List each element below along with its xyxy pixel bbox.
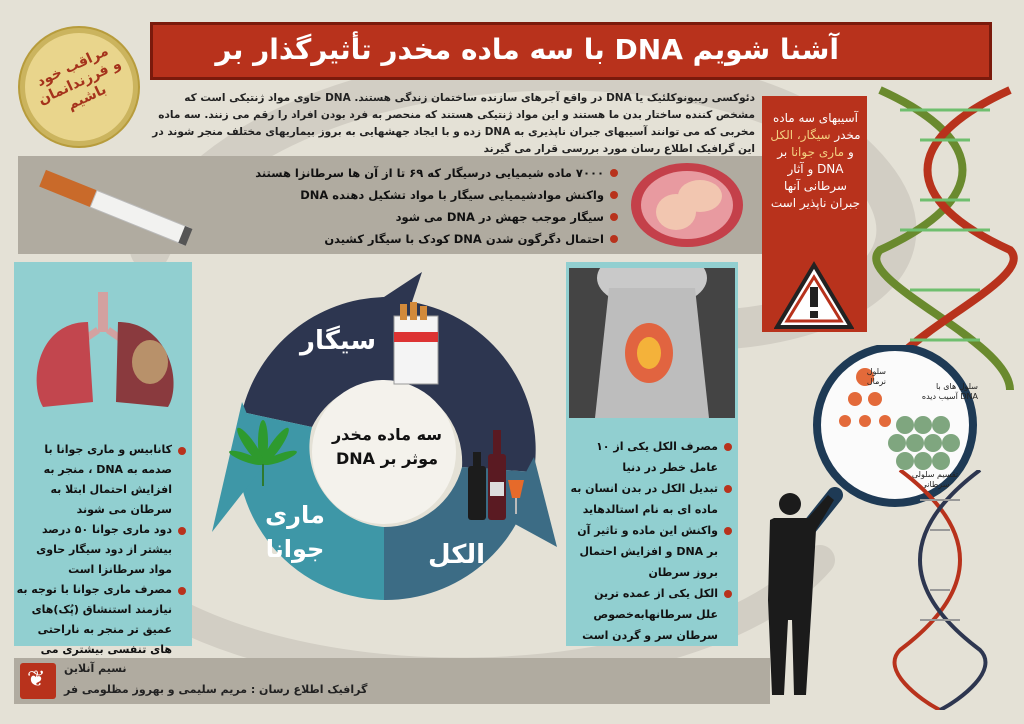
wheel-center-text: سه ماده مخدر موثر بر DNA [331, 425, 443, 468]
warning-line-4: بر DNA و آثار سرطانی آنها جبران ناپذیر است [770, 145, 861, 210]
badge-text: مراقب خود و فرزندانمان باشیم [34, 43, 124, 114]
dna-strand-bottom [880, 470, 1000, 710]
cigarette-icon [26, 165, 206, 255]
warning-line-3: و [847, 145, 854, 159]
cannabis-leaf-icon [228, 420, 298, 490]
alcohol-item: تبدیل الکل در بدن انسان به ماده ای به نام استالدهاید [570, 478, 734, 520]
smoking-list [250, 162, 620, 250]
marijuana-item: کانابیس و ماری جوانا با صدمه به DNA ، منجر به افزایش احتمال ابتلا به سرطان می شوند [16, 440, 188, 520]
footer-credit: گرافیک اطلاع رسان : مریم سلیمی و بهروز مظلومی فر [64, 683, 368, 696]
warning-line-1: آسیبهای سه ماده [772, 111, 859, 125]
label-damaged-cells: سلول های با DNA آسیب دیده [921, 382, 978, 401]
wheel-label-alcohol: الکل [428, 540, 486, 570]
wheel-label-marijuana: ماری جوانا [265, 501, 325, 563]
bottles-icon [460, 426, 526, 522]
alcohol-item: مصرف الکل یکی از ۱۰ عامل خطر در دنیا [570, 436, 734, 478]
lungs-illustration [18, 292, 188, 412]
smoking-item: ۷۰۰۰ ماده شیمیایی درسیگار که ۶۹ تا از آن ها سرطانزا هستند [250, 162, 620, 184]
alcohol-list [570, 436, 734, 646]
wheel-label-cigarette: سیگار [300, 326, 377, 356]
marijuana-item: دود ماری جوانا ۵۰ درصد بیشتر از دود سیگار حاوی مواد سرطانزا است [16, 520, 188, 580]
label-normal-cells: سلول نرمال [866, 367, 886, 386]
warning-line-2: مخدر [834, 128, 861, 142]
warning-highlight-1: سیگار، الکل [770, 128, 831, 142]
footer-bar [14, 658, 770, 704]
fetus-illustration [628, 160, 746, 250]
page-title: با سه ماده مخدر تأثیرگذار بر DNA آشنا شویم [215, 33, 839, 66]
warning-triangle-icon [774, 261, 854, 331]
warning-box [762, 96, 867, 332]
badge-seal [20, 28, 138, 146]
brand-logo: ❦ [20, 663, 56, 699]
warning-text [768, 110, 863, 212]
throat-illustration [569, 268, 735, 418]
alcohol-item: واکنش این ماده و تاثیر آن بر DNA و افزایش احتمال بروز سرطان [570, 520, 734, 583]
smoking-item: سیگار موجب جهش در DNA می شود [250, 206, 620, 228]
intro-paragraph: دئوکسی ریبونوکلئیک یا DNA در واقع آجرهای سازنده ساختمان زندگی هستند. DNA حاوی مواد ژنتیکی است که مشخص کننده ساختار بدن ما هستند و این مواد ژنتیکی هستند که منحصر به فرد بودن افراد را رقم می زنند. سه ماده مخربی که می توانند آسیبهای جبران ناپذیری به DNA زده و با ایجاد جهشهایی به بروز بیماریهای مختلف منجر شوند در این گرافیک اطلاع رسان مورد بررسی قرار می گیرند [152, 92, 755, 155]
footer-brand-name: نسیم آنلاین [64, 662, 127, 675]
marijuana-list [16, 440, 188, 680]
alcohol-item: الکل یکی از عمده ترین علل سرطانهابه‌خصوص سرطان سر و گردن است [570, 583, 734, 646]
cigarette-pack-icon [390, 302, 442, 386]
label-cancer-division: تقسیم سلولی سرطانی [911, 470, 959, 489]
warning-highlight-2: ماری جوانا [791, 145, 845, 159]
smoking-item: واکنش موادشیمیایی سیگار با مواد تشکیل دهنده DNA [250, 184, 620, 206]
smoking-item: احتمال دگرگون شدن DNA کودک با سیگار کشیدن [250, 228, 620, 250]
marijuana-item: مصرف ماری جوانا با توجه به نیازمند استنشاق (پُک)های عمیق تر منجر به ناراحتی های تنفسی بیشتری می [16, 580, 188, 680]
title-bar [150, 22, 992, 80]
